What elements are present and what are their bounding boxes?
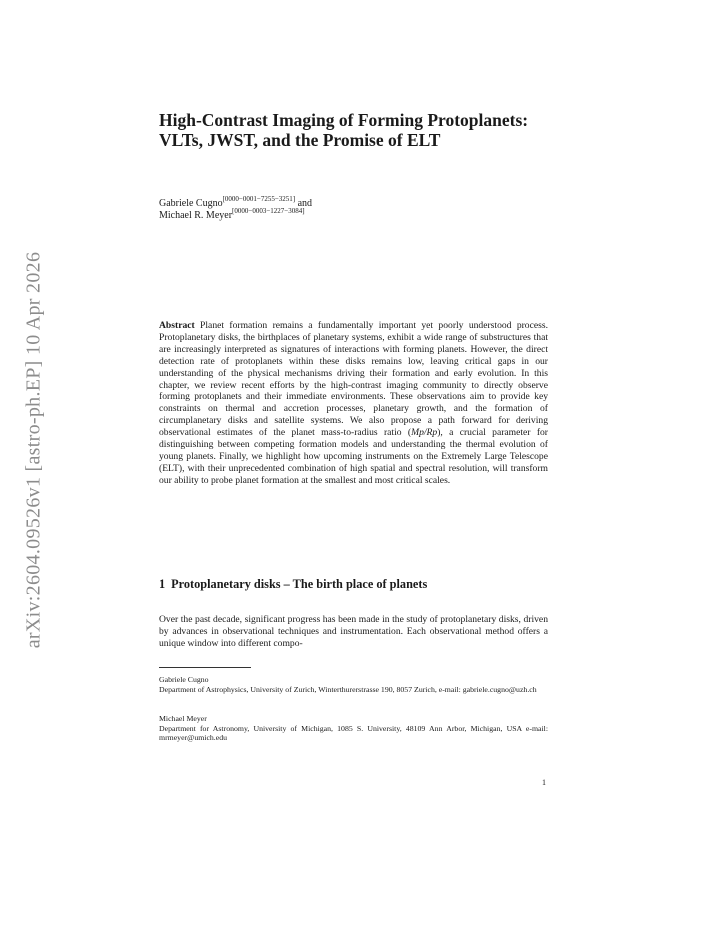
- footnote-divider: [159, 667, 251, 668]
- author-1: [159, 195, 548, 210]
- abstract-text-part1: Planet formation remains a fundamentally important yet poorly understood process. Protoplanetary disks, the birthplaces of planetary systems, exhibit a wide range of substructures that are increasingly interpreted as signatures of interactions with forming planets. However, the direct detection rate of protoplanets within these disks remains low, leaving critical gaps in our understanding of the physical mechanisms driving their formation and early evolution. In this chapter, we review recent efforts by the high-contrast imaging community to directly observe forming protoplanets and their immediate environments. These observations aim to provide key constraints on thermal and accretion processes, planetary growth, and the formation of circumplanetary disks and satellite systems. We also propose a path forward for deriving observational estimates of the planet mass-to-radius ratio (: [159, 320, 548, 439]
- section-1-title: Protoplanetary disks – The birth place of planets: [171, 577, 428, 591]
- abstract-text-part2: ), a crucial parameter for distinguishing between competing formation models and understanding the thermal evolution of young planets. Finally, we highlight how upcoming instruments on the Extremely Large Telescope (ELT), with their unprecedented combination of high spatial and spectral resolution, will transform our ability to probe planet formation at the smallest and most critical scales.: [159, 427, 549, 486]
- arxiv-identifier: arXiv:2604.09526v1 [astro-ph.EP] 10 Apr 2026: [22, 251, 45, 649]
- section-1-number: 1: [159, 577, 166, 591]
- author-2-name: Michael R. Meyer: [159, 210, 233, 221]
- author-2: [159, 207, 548, 222]
- author-2-orcid: [0000−0003−1227−3084]: [232, 207, 305, 215]
- author-1-orcid: [0000−0001−7255−3251]: [222, 195, 296, 203]
- section-1-paragraph: Over the past decade, significant progress has been made in the study of protoplanetary disks, driven by advances in observational techniques and instrumentation. Each observational method offers a unique window into different compo-: [159, 614, 548, 649]
- footnote-1-affiliation: Department of Astrophysics, University of Zurich, Winterthurerstrasse 190, 8057 Zurich, e-mail: gabriele.cugno@uzh.ch: [159, 684, 537, 694]
- author-1-name: Gabriele Cugno: [159, 198, 223, 209]
- page-number: 1: [542, 778, 546, 787]
- paper-title: High-Contrast Imaging of Forming Protoplanets: VLTs, JWST, and the Promise of ELT: [159, 110, 529, 150]
- footnote-2-affiliation: Department for Astronomy, University of Michigan, 1085 S. University, 48109 Ann Arbor, Michigan, USA e-mail: mrmeyer@umich.edu: [159, 723, 548, 743]
- abstract-math-ratio: Mp/Rp: [411, 427, 438, 439]
- footnote-author-2: [159, 714, 548, 743]
- section-1-heading: [159, 577, 548, 592]
- footnote-1-name: Gabriele Cugno: [159, 675, 209, 684]
- author-list: [159, 195, 548, 222]
- footnote-author-1: [159, 675, 548, 694]
- footnote-2-name: Michael Meyer: [159, 714, 207, 723]
- abstract: [159, 320, 548, 487]
- abstract-label: Abstract: [159, 320, 195, 331]
- author-conjunction: and: [295, 198, 313, 209]
